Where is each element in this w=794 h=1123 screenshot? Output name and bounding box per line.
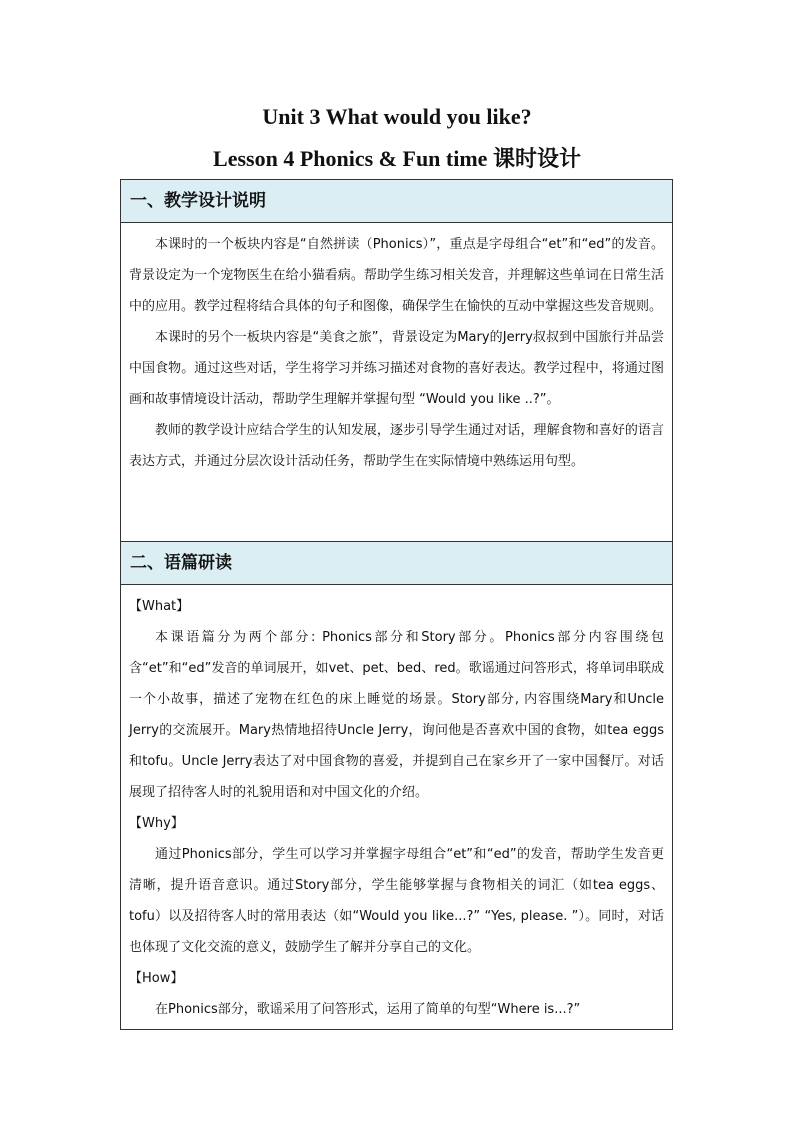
what-tag: 【What】 xyxy=(129,599,190,614)
section-heading-text-analysis: 二、语篇研读 xyxy=(121,542,673,585)
paragraph: 本课时的一个板块内容是“自然拼读（Phonics）”，重点是字母组合“et”和“ed”的发音。背景设定为一个宠物医生在给小猫看病。帮助学生练习相关发音，并理解这些单词在日常生活中的应用。教学过程将结合具体的句子和图像，确保学生在愉快的互动中掌握这些发音规则。 xyxy=(129,237,664,314)
why-paragraph: 通过Phonics部分，学生可以学习并掌握字母组合“et”和“ed”的发音，帮助学生发音更清晰，提升语音意识。通过Story部分，学生能够掌握与食物相关的词汇（如tea eggs、tofu）以及招待客人时的常用表达（如“Would you like...?” “Yes, please. ”）。同时，对话也体现了文化交流的意义，鼓励学生了解并分享自己的文化。 xyxy=(129,847,664,955)
paragraph: 教师的教学设计应结合学生的认知发展，逐步引导学生通过对话，理解食物和喜好的语言表达方式，并通过分层次设计活动任务，帮助学生在实际情境中熟练运用句型。 xyxy=(129,423,664,469)
section-1-body xyxy=(121,223,673,542)
section-heading-design-notes: 一、教学设计说明 xyxy=(121,180,673,223)
how-paragraph: 在Phonics部分，歌谣采用了问答形式，运用了简单的句型“Where is...?” xyxy=(155,1002,581,1017)
how-tag: 【How】 xyxy=(129,971,184,986)
document-subtitle: Lesson 4 Phonics & Fun time 课时设计 xyxy=(213,146,581,171)
what-paragraph: 本课语篇分为两个部分: Phonics部分和Story部分。Phonics部分内容围绕包含“et”和“ed”发音的单词展开，如vet、pet、bed、red。歌谣通过问答形式，将单词串联成一个小故事，描述了宠物在红色的床上睡觉的场景。Story部分, 内容围绕Mary和Uncle Jerry的交流展开。Mary热情地招待Uncle Jerry，询问他是否喜欢中国的食物，如tea eggs和tofu。Uncle Jerry表达了对中国食物的喜爱，并提到自己在家乡开了一家中国餐厅。对话展现了招待客人时的礼貌用语和对中国文化的介绍。 xyxy=(129,630,664,800)
section-1-body-row xyxy=(121,223,673,542)
lesson-design-table xyxy=(120,179,673,1030)
document-title: Unit 3 What would you like? xyxy=(262,104,532,129)
section-1-header-row xyxy=(121,180,673,223)
section-2-body-row xyxy=(121,585,673,1030)
why-tag: 【Why】 xyxy=(129,816,184,831)
paragraph: 本课时的另个一板块内容是“美食之旅”，背景设定为Mary的Jerry叔叔到中国旅行并品尝中国食物。通过这些对话，学生将学习并练习描述对食物的喜好表达。教学过程中，将通过图画和故事情境设计活动，帮助学生理解并掌握句型 “Would you like ..?”。 xyxy=(129,330,664,407)
section-2-body xyxy=(121,585,673,1030)
section-2-header-row xyxy=(121,542,673,585)
